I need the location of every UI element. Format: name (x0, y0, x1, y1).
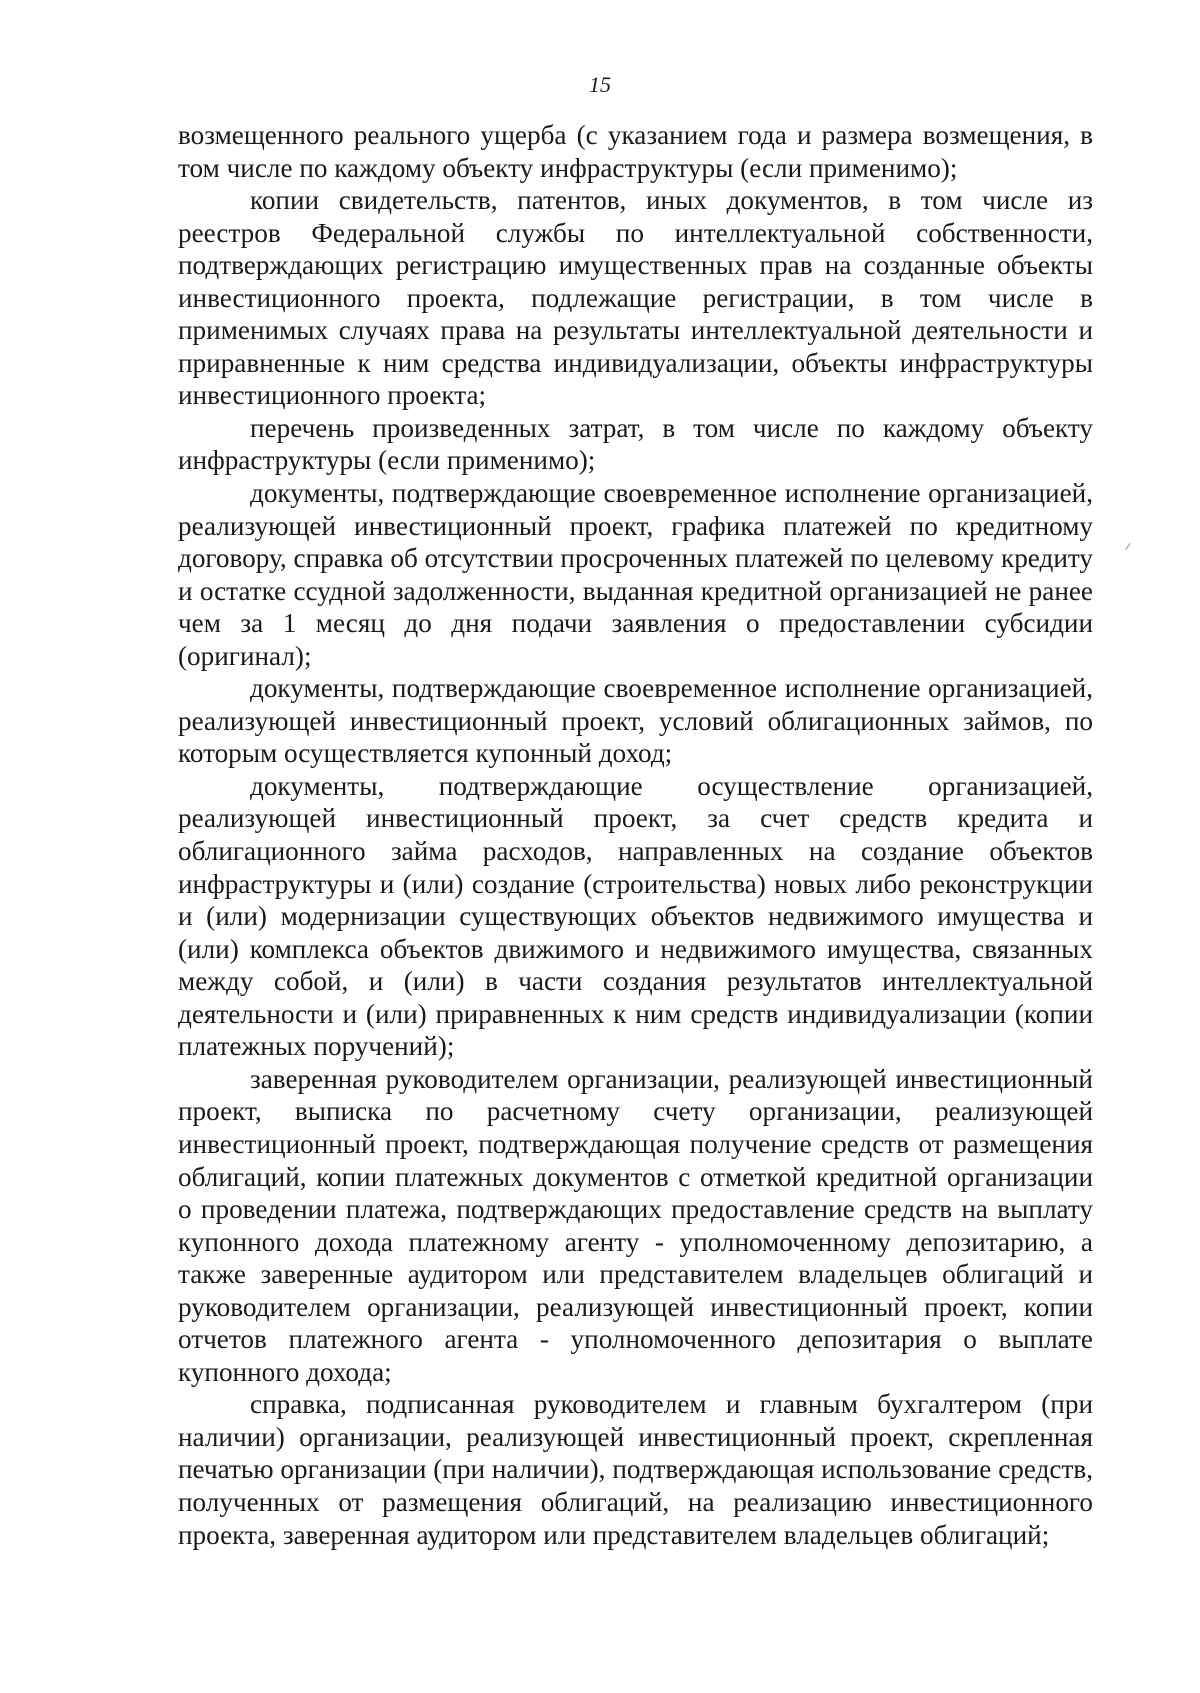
scan-artifact (1125, 543, 1130, 550)
paragraph-expense-documents: документы, подтверждающие осуществление организацией, реализующей инвестиционный проект, за счет средств кредита и облигационного займа расходов, направленных на создание объектов инфраструктуры и (или) создание (строительства) новых либо реконструкции и (или) модернизации существующих объектов недвижимого имущества и (или) комплекса объектов движимого и недвижимого имущества, связанных между собой, и (или) в части создания результатов интеллектуальной деятельности и (или) приравненных к ним средств индивидуализации (копии платежных поручений); (178, 770, 1093, 1062)
paragraph-account-statement: заверенная руководителем организации, реализующей инвестиционный проект, выписка по расчетному счету организации, реализующей инвестиционный проект, подтверждающая получение средств от размещения облигаций, копии платежных документов с отметкой кредитной организации о проведении платежа, подтверждающих предоставление средств на выплату купонного дохода платежному агенту - уполномоченному депозитарию, а также заверенные аудитором или представителем владельцев облигаций и руководителем организации, реализующей инвестиционный проект, копии отчетов платежного агента - уполномоченного депозитария о выплате купонного дохода; (178, 1063, 1093, 1387)
paragraph-patent-copies: копии свидетельств, патентов, иных документов, в том числе из реестров Федеральной службы по интеллектуальной собственности, подтверждающих регистрацию имущественных прав на созданные объекты инвестиционного проекта, подлежащие регистрации, в том числе в применимых случаях права на результаты интеллектуальной деятельности и приравненные к ним средства индивидуализации, объекты инфраструктуры инвестиционного проекта; (178, 185, 1093, 411)
paragraph-signed-certificate: справка, подписанная руководителем и главным бухгалтером (при наличии) организации, реализующей инвестиционный проект, скрепленная печатью организации (при наличии), подтверждающая использование средств, полученных от размещения облигаций, на реализацию инвестиционного проекта, заверенная аудитором или представителем владельцев облигаций; (178, 1389, 1093, 1550)
paragraph-continuation: возмещенного реального ущерба (с указанием года и размера возмещения, в том числе по каждому объекту инфраструктуры (если применимо); (178, 120, 1093, 183)
page-number: 15 (589, 72, 611, 97)
paragraph-cost-list: перечень произведенных затрат, в том числе по каждому объекту инфраструктуры (если применимо); (178, 412, 1093, 476)
paragraph-credit-payments: документы, подтверждающие своевременное исполнение организацией, реализующей инвестиционный проект, графика платежей по кредитному договору, справка об отсутствии просроченных платежей по целевому кредиту и остатке ссудной задолженности, выданная кредитной организацией не ранее чем за 1 месяц до дня подачи заявления о предоставлении субсидии (оригинал); (178, 478, 1093, 671)
document-body (178, 119, 1093, 1551)
paragraph-bond-loans: документы, подтверждающие своевременное исполнение организацией, реализующей инвестиционный проект, условий облигационных займов, по которым осуществляется купонный доход; (178, 673, 1093, 769)
